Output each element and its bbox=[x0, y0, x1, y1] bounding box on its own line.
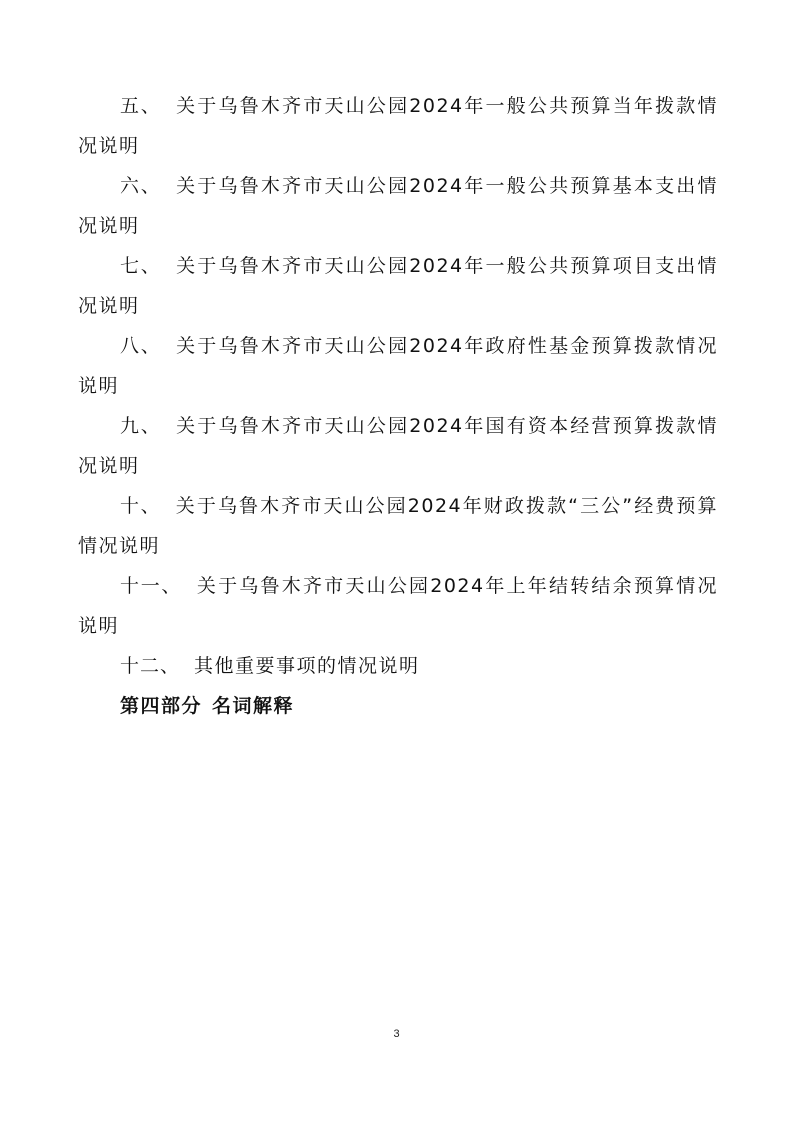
item-text: 关于乌鲁木齐市天山公园2024年一般公共预算项目支出情况说明 bbox=[78, 255, 718, 317]
item-number: 八、 bbox=[120, 335, 162, 357]
section-part: 第四部分 bbox=[120, 695, 203, 717]
item-text: 关于乌鲁木齐市天山公园2024年国有资本经营预算拨款情况说明 bbox=[78, 415, 718, 477]
item-number: 五、 bbox=[120, 95, 162, 117]
item-number: 九、 bbox=[120, 415, 162, 437]
item-text: 关于乌鲁木齐市天山公园2024年政府性基金预算拨款情况说明 bbox=[78, 335, 718, 397]
list-item-12 bbox=[78, 646, 718, 686]
section-title: 名词解释 bbox=[212, 695, 295, 717]
item-text: 关于乌鲁木齐市天山公园2024年上年结转结余预算情况说明 bbox=[78, 575, 718, 637]
list-item-10 bbox=[78, 486, 718, 566]
list-item-7 bbox=[78, 246, 718, 326]
item-text: 关于乌鲁木齐市天山公园2024年财政拨款“三公”经费预算情况说明 bbox=[78, 495, 718, 557]
item-text: 关于乌鲁木齐市天山公园2024年一般公共预算当年拨款情况说明 bbox=[78, 95, 718, 157]
list-item-5 bbox=[78, 86, 718, 166]
page-number: 3 bbox=[393, 1028, 400, 1040]
list-item-8 bbox=[78, 326, 718, 406]
item-number: 七、 bbox=[120, 255, 162, 277]
item-number: 十、 bbox=[120, 495, 162, 517]
list-item-9 bbox=[78, 406, 718, 486]
item-number: 十一、 bbox=[120, 575, 183, 597]
list-item-6 bbox=[78, 166, 718, 246]
list-item-11 bbox=[78, 566, 718, 646]
item-number: 六、 bbox=[120, 175, 162, 197]
document-page bbox=[78, 86, 718, 726]
item-text: 其他重要事项的情况说明 bbox=[194, 655, 420, 677]
section-heading bbox=[78, 686, 718, 726]
item-number: 十二、 bbox=[120, 655, 181, 677]
item-text: 关于乌鲁木齐市天山公园2024年一般公共预算基本支出情况说明 bbox=[78, 175, 718, 237]
